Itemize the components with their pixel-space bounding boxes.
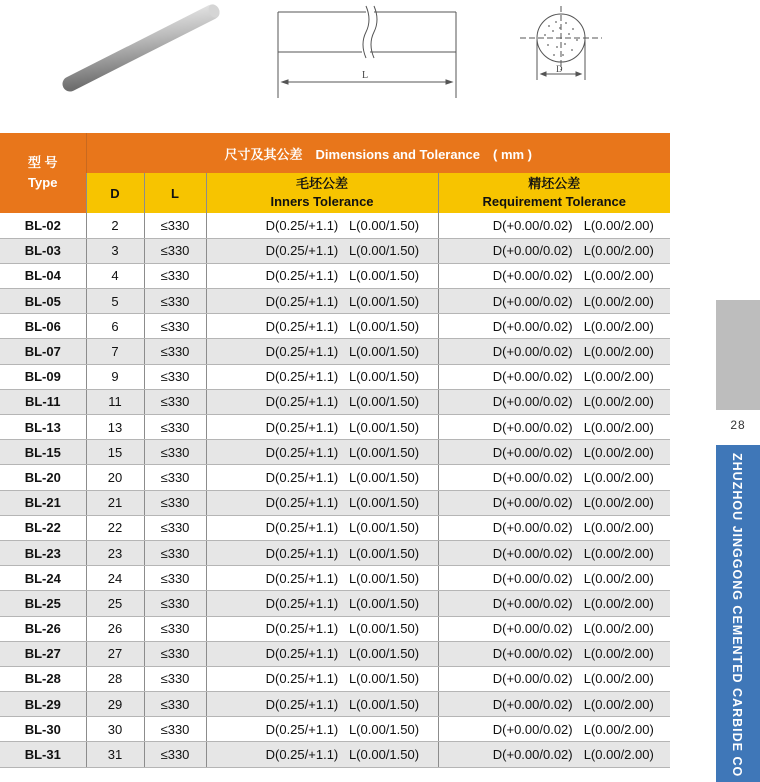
length-cell: ≤330 (144, 490, 206, 515)
inner-d-tolerance: D(0.25/+1.1) (265, 444, 339, 460)
inner-tolerance-cell (206, 490, 438, 515)
table-row (0, 666, 670, 691)
length-cell: ≤330 (144, 515, 206, 540)
length-cell: ≤330 (144, 540, 206, 565)
requirement-tolerance-cell (438, 717, 670, 742)
inner-tolerance-cell (206, 742, 438, 767)
requirement-d-tolerance: D(+0.00/0.02) (492, 595, 573, 611)
inner-tolerance-cell (206, 213, 438, 238)
requirement-tolerance-cell (438, 515, 670, 540)
requirement-d-tolerance: D(+0.00/0.02) (492, 394, 573, 410)
inner-l-tolerance: L(0.00/1.50) (348, 671, 420, 687)
requirement-l-tolerance: L(0.00/2.00) (583, 696, 654, 712)
requirement-l-tolerance: L(0.00/2.00) (583, 369, 654, 385)
diameter-cell: 11 (86, 389, 144, 414)
diameter-cell: 22 (86, 515, 144, 540)
diameter-cell: 15 (86, 440, 144, 465)
inner-tolerance-cell (206, 289, 438, 314)
inner-l-tolerance: L(0.00/1.50) (348, 419, 420, 435)
inner-tolerance-cell (206, 364, 438, 389)
length-cell: ≤330 (144, 289, 206, 314)
header-title: 尺寸及其公差 Dimensions and Tolerance ( mm ) (86, 133, 670, 173)
type-cell: BL-06 (0, 314, 86, 339)
table-row (0, 238, 670, 263)
requirement-tolerance-cell (438, 666, 670, 691)
length-cell: ≤330 (144, 364, 206, 389)
inner-d-tolerance: D(0.25/+1.1) (265, 268, 339, 284)
length-cell: ≤330 (144, 566, 206, 591)
requirement-tolerance-cell (438, 339, 670, 364)
inner-l-tolerance: L(0.00/1.50) (348, 369, 420, 385)
length-cell: ≤330 (144, 591, 206, 616)
diameter-cell: 27 (86, 641, 144, 666)
type-cell: BL-23 (0, 540, 86, 565)
requirement-l-tolerance: L(0.00/2.00) (583, 419, 654, 435)
header-col-d: D (86, 173, 144, 213)
inner-d-tolerance: D(0.25/+1.1) (265, 671, 339, 687)
requirement-tolerance-cell (438, 415, 670, 440)
inner-d-tolerance: D(0.25/+1.1) (265, 721, 339, 737)
inner-tolerance-cell (206, 238, 438, 263)
diameter-cell: 23 (86, 540, 144, 565)
length-cell: ≤330 (144, 641, 206, 666)
header-inner-cn: 毛坯公差 (295, 176, 348, 191)
inner-tolerance-cell (206, 339, 438, 364)
type-cell: BL-11 (0, 389, 86, 414)
requirement-tolerance-cell (438, 213, 670, 238)
type-cell: BL-03 (0, 238, 86, 263)
diameter-cell: 24 (86, 566, 144, 591)
inner-tolerance-cell (206, 717, 438, 742)
diameter-cell: 2 (86, 213, 144, 238)
requirement-tolerance-cell (438, 389, 670, 414)
rod-illustration (70, 2, 222, 84)
length-cell: ≤330 (144, 717, 206, 742)
requirement-tolerance-cell (438, 465, 670, 490)
requirement-d-tolerance: D(+0.00/0.02) (492, 419, 573, 435)
diameter-cell: 30 (86, 717, 144, 742)
requirement-l-tolerance: L(0.00/2.00) (583, 344, 654, 360)
requirement-tolerance-cell (438, 641, 670, 666)
table-row (0, 566, 670, 591)
requirement-l-tolerance: L(0.00/2.00) (583, 268, 654, 284)
requirement-l-tolerance: L(0.00/2.00) (583, 570, 654, 586)
length-cell: ≤330 (144, 616, 206, 641)
requirement-l-tolerance: L(0.00/2.00) (583, 671, 654, 687)
table-row (0, 717, 670, 742)
requirement-l-tolerance: L(0.00/2.00) (583, 293, 654, 309)
table-row (0, 213, 670, 238)
inner-d-tolerance: D(0.25/+1.1) (265, 344, 339, 360)
inner-tolerance-cell (206, 263, 438, 288)
length-cell: ≤330 (144, 666, 206, 691)
inner-tolerance-cell (206, 440, 438, 465)
table-row (0, 364, 670, 389)
inner-d-tolerance: D(0.25/+1.1) (265, 621, 339, 637)
spec-table (0, 133, 670, 768)
inner-tolerance-cell (206, 692, 438, 717)
requirement-tolerance-cell (438, 591, 670, 616)
length-cell: ≤330 (144, 440, 206, 465)
header-inner-en: Inners Tolerance (270, 194, 374, 209)
type-cell: BL-25 (0, 591, 86, 616)
requirement-d-tolerance: D(+0.00/0.02) (492, 721, 573, 737)
inner-l-tolerance: L(0.00/1.50) (348, 344, 420, 360)
requirement-l-tolerance: L(0.00/2.00) (583, 520, 654, 536)
inner-l-tolerance: L(0.00/1.50) (348, 469, 420, 485)
header-req-en: Requirement Tolerance (482, 194, 627, 209)
requirement-d-tolerance: D(+0.00/0.02) (492, 545, 573, 561)
page-number: 28 (730, 418, 746, 432)
inner-d-tolerance: D(0.25/+1.1) (265, 520, 339, 536)
requirement-l-tolerance: L(0.00/2.00) (583, 621, 654, 637)
requirement-l-tolerance: L(0.00/2.00) (583, 595, 654, 611)
inner-l-tolerance: L(0.00/1.50) (348, 268, 420, 284)
inner-d-tolerance: D(0.25/+1.1) (265, 419, 339, 435)
inner-l-tolerance: L(0.00/1.50) (348, 545, 420, 561)
inner-d-tolerance: D(0.25/+1.1) (265, 545, 339, 561)
type-cell: BL-20 (0, 465, 86, 490)
inner-l-tolerance: L(0.00/1.50) (348, 293, 420, 309)
type-cell: BL-31 (0, 742, 86, 767)
requirement-tolerance-cell (438, 238, 670, 263)
inner-tolerance-cell (206, 415, 438, 440)
length-cell: ≤330 (144, 389, 206, 414)
length-cell: ≤330 (144, 692, 206, 717)
length-cell: ≤330 (144, 339, 206, 364)
company-name: ZHUZHOU JINGGONG CEMENTED CARBIDE CO (730, 453, 744, 778)
requirement-tolerance-cell (438, 616, 670, 641)
diameter-cell: 3 (86, 238, 144, 263)
inner-l-tolerance: L(0.00/1.50) (348, 318, 420, 334)
diameter-cell: 28 (86, 666, 144, 691)
requirement-d-tolerance: D(+0.00/0.02) (492, 243, 573, 259)
inner-l-tolerance: L(0.00/1.50) (348, 495, 420, 511)
diameter-label: D (556, 64, 563, 74)
inner-l-tolerance: L(0.00/1.50) (348, 520, 420, 536)
diameter-cell: 7 (86, 339, 144, 364)
diameter-cell: 25 (86, 591, 144, 616)
header-requirement-tolerance (438, 173, 670, 213)
table-row (0, 490, 670, 515)
table-row (0, 616, 670, 641)
requirement-d-tolerance: D(+0.00/0.02) (492, 696, 573, 712)
type-cell: BL-22 (0, 515, 86, 540)
requirement-tolerance-cell (438, 742, 670, 767)
inner-tolerance-cell (206, 641, 438, 666)
inner-d-tolerance: D(0.25/+1.1) (265, 595, 339, 611)
type-cell: BL-13 (0, 415, 86, 440)
requirement-tolerance-cell (438, 314, 670, 339)
table-row (0, 641, 670, 666)
requirement-d-tolerance: D(+0.00/0.02) (492, 293, 573, 309)
inner-l-tolerance: L(0.00/1.50) (348, 444, 420, 460)
requirement-d-tolerance: D(+0.00/0.02) (492, 495, 573, 511)
diameter-cell: 29 (86, 692, 144, 717)
table-row (0, 440, 670, 465)
table-row (0, 389, 670, 414)
requirement-d-tolerance: D(+0.00/0.02) (492, 621, 573, 637)
inner-tolerance-cell (206, 540, 438, 565)
inner-tolerance-cell (206, 566, 438, 591)
requirement-tolerance-cell (438, 540, 670, 565)
requirement-l-tolerance: L(0.00/2.00) (583, 318, 654, 334)
requirement-tolerance-cell (438, 490, 670, 515)
inner-d-tolerance: D(0.25/+1.1) (265, 243, 339, 259)
inner-d-tolerance: D(0.25/+1.1) (265, 747, 339, 763)
inner-d-tolerance: D(0.25/+1.1) (265, 495, 339, 511)
header-col-l: L (144, 173, 206, 213)
table-row (0, 465, 670, 490)
requirement-d-tolerance: D(+0.00/0.02) (492, 747, 573, 763)
inner-d-tolerance: D(0.25/+1.1) (265, 293, 339, 309)
type-cell: BL-29 (0, 692, 86, 717)
diameter-cell: 20 (86, 465, 144, 490)
header-type (0, 133, 86, 213)
side-view-drawing (278, 6, 456, 98)
requirement-tolerance-cell (438, 364, 670, 389)
table-row (0, 742, 670, 767)
product-drawings (0, 0, 760, 130)
spec-table-body (0, 213, 670, 767)
inner-tolerance-cell (206, 616, 438, 641)
requirement-tolerance-cell (438, 566, 670, 591)
header-type-cn: 型 号 (27, 155, 58, 170)
requirement-d-tolerance: D(+0.00/0.02) (492, 268, 573, 284)
type-cell: BL-21 (0, 490, 86, 515)
requirement-tolerance-cell (438, 289, 670, 314)
requirement-d-tolerance: D(+0.00/0.02) (492, 570, 573, 586)
inner-tolerance-cell (206, 389, 438, 414)
inner-l-tolerance: L(0.00/1.50) (348, 217, 420, 233)
inner-tolerance-cell (206, 465, 438, 490)
header-inner-tolerance (206, 173, 438, 213)
type-cell: BL-26 (0, 616, 86, 641)
requirement-l-tolerance: L(0.00/2.00) (583, 646, 654, 662)
inner-l-tolerance: L(0.00/1.50) (348, 721, 420, 737)
type-cell: BL-07 (0, 339, 86, 364)
inner-l-tolerance: L(0.00/1.50) (348, 243, 420, 259)
requirement-d-tolerance: D(+0.00/0.02) (492, 671, 573, 687)
requirement-l-tolerance: L(0.00/2.00) (583, 469, 654, 485)
diameter-cell: 6 (86, 314, 144, 339)
requirement-l-tolerance: L(0.00/2.00) (583, 545, 654, 561)
inner-d-tolerance: D(0.25/+1.1) (265, 696, 339, 712)
inner-tolerance-cell (206, 591, 438, 616)
requirement-d-tolerance: D(+0.00/0.02) (492, 520, 573, 536)
type-cell: BL-09 (0, 364, 86, 389)
table-row (0, 415, 670, 440)
type-cell: BL-05 (0, 289, 86, 314)
inner-l-tolerance: L(0.00/1.50) (348, 570, 420, 586)
inner-l-tolerance: L(0.00/1.50) (348, 646, 420, 662)
diameter-cell: 4 (86, 263, 144, 288)
requirement-l-tolerance: L(0.00/2.00) (583, 444, 654, 460)
inner-tolerance-cell (206, 515, 438, 540)
type-cell: BL-27 (0, 641, 86, 666)
table-row (0, 263, 670, 288)
side-company-band (716, 445, 760, 782)
length-cell: ≤330 (144, 213, 206, 238)
inner-l-tolerance: L(0.00/1.50) (348, 747, 420, 763)
requirement-l-tolerance: L(0.00/2.00) (583, 721, 654, 737)
header-req-cn: 精坯公差 (528, 176, 581, 191)
table-row (0, 339, 670, 364)
inner-l-tolerance: L(0.00/1.50) (348, 394, 420, 410)
type-cell: BL-02 (0, 213, 86, 238)
requirement-d-tolerance: D(+0.00/0.02) (492, 444, 573, 460)
inner-l-tolerance: L(0.00/1.50) (348, 595, 420, 611)
length-cell: ≤330 (144, 415, 206, 440)
table-row (0, 314, 670, 339)
diameter-cell: 31 (86, 742, 144, 767)
inner-d-tolerance: D(0.25/+1.1) (265, 469, 339, 485)
inner-d-tolerance: D(0.25/+1.1) (265, 217, 339, 233)
requirement-l-tolerance: L(0.00/2.00) (583, 495, 654, 511)
length-label: L (362, 70, 369, 81)
length-cell: ≤330 (144, 263, 206, 288)
type-cell: BL-04 (0, 263, 86, 288)
inner-l-tolerance: L(0.00/1.50) (348, 621, 420, 637)
diameter-cell: 9 (86, 364, 144, 389)
inner-d-tolerance: D(0.25/+1.1) (265, 646, 339, 662)
table-row (0, 591, 670, 616)
type-cell: BL-15 (0, 440, 86, 465)
header-type-en: Type (28, 175, 58, 190)
inner-d-tolerance: D(0.25/+1.1) (265, 369, 339, 385)
requirement-d-tolerance: D(+0.00/0.02) (492, 646, 573, 662)
table-row (0, 692, 670, 717)
requirement-d-tolerance: D(+0.00/0.02) (492, 469, 573, 485)
inner-d-tolerance: D(0.25/+1.1) (265, 570, 339, 586)
side-gray-block (716, 300, 760, 410)
table-row (0, 289, 670, 314)
requirement-tolerance-cell (438, 692, 670, 717)
diameter-cell: 13 (86, 415, 144, 440)
requirement-d-tolerance: D(+0.00/0.02) (492, 318, 573, 334)
length-cell: ≤330 (144, 465, 206, 490)
table-row (0, 540, 670, 565)
requirement-d-tolerance: D(+0.00/0.02) (492, 217, 573, 233)
inner-tolerance-cell (206, 666, 438, 691)
inner-d-tolerance: D(0.25/+1.1) (265, 394, 339, 410)
length-cell: ≤330 (144, 238, 206, 263)
length-cell: ≤330 (144, 742, 206, 767)
type-cell: BL-24 (0, 566, 86, 591)
length-cell: ≤330 (144, 314, 206, 339)
diameter-cell: 5 (86, 289, 144, 314)
inner-tolerance-cell (206, 314, 438, 339)
requirement-d-tolerance: D(+0.00/0.02) (492, 369, 573, 385)
table-row (0, 515, 670, 540)
inner-d-tolerance: D(0.25/+1.1) (265, 318, 339, 334)
requirement-l-tolerance: L(0.00/2.00) (583, 217, 654, 233)
diameter-cell: 21 (86, 490, 144, 515)
type-cell: BL-28 (0, 666, 86, 691)
requirement-l-tolerance: L(0.00/2.00) (583, 394, 654, 410)
inner-l-tolerance: L(0.00/1.50) (348, 696, 420, 712)
requirement-d-tolerance: D(+0.00/0.02) (492, 344, 573, 360)
requirement-tolerance-cell (438, 263, 670, 288)
requirement-tolerance-cell (438, 440, 670, 465)
requirement-l-tolerance: L(0.00/2.00) (583, 747, 654, 763)
requirement-l-tolerance: L(0.00/2.00) (583, 243, 654, 259)
type-cell: BL-30 (0, 717, 86, 742)
diameter-cell: 26 (86, 616, 144, 641)
